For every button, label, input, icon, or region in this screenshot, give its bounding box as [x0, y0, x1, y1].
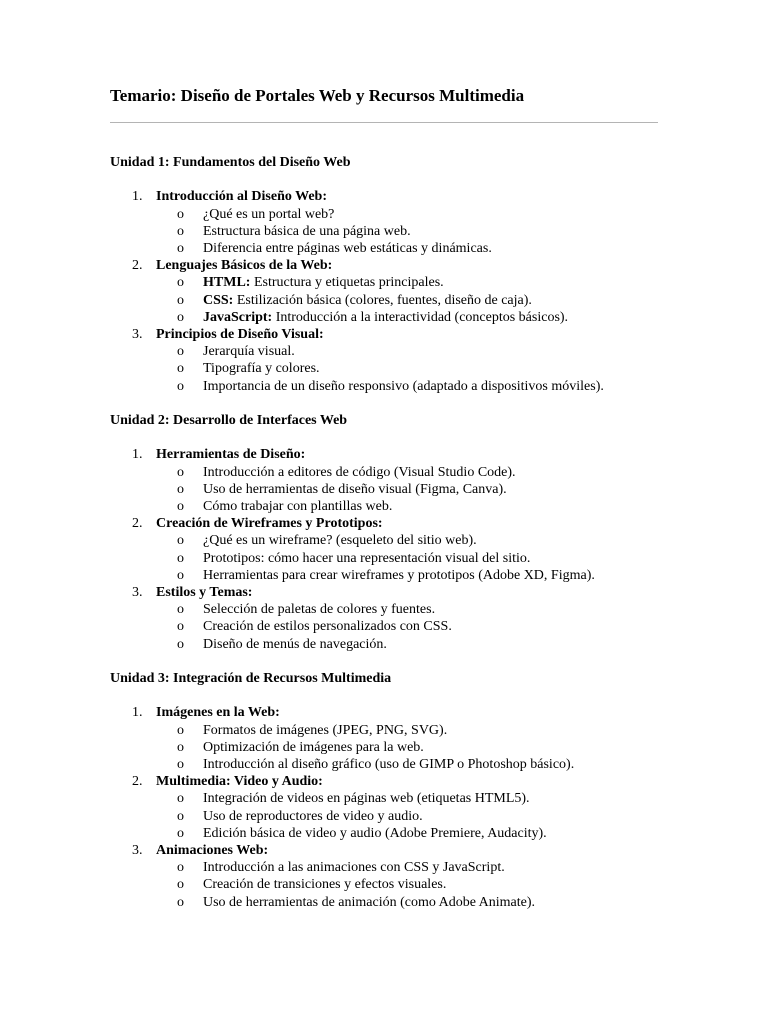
unit-section	[110, 412, 670, 653]
list-item-text	[203, 567, 670, 584]
bullet-icon: o	[177, 464, 184, 480]
list-item-text	[203, 756, 670, 773]
title-divider	[110, 122, 658, 123]
list-item-body: Integración de videos en páginas web (etiquetas HTML5).	[203, 791, 530, 807]
list-item	[110, 550, 670, 567]
list-item-label: CSS:	[203, 292, 234, 308]
list-item-body: Optimización de imágenes para la web.	[203, 739, 424, 755]
list-item-text	[203, 464, 670, 481]
bullet-icon: o	[177, 275, 184, 291]
list-item	[110, 825, 670, 842]
list-item	[110, 601, 670, 618]
bullet-icon: o	[177, 292, 184, 308]
topic-title: Estilos y Temas:	[156, 585, 253, 601]
list-item-text	[203, 618, 670, 635]
list-item-body: Estilización básica (colores, fuentes, diseño de caja).	[233, 292, 532, 308]
list-item	[110, 567, 670, 584]
list-item	[110, 532, 670, 549]
topic-number: 1.	[132, 447, 143, 463]
bullet-icon: o	[177, 619, 184, 635]
list-item-label: JavaScript:	[203, 309, 273, 325]
list-item-text	[203, 550, 670, 567]
list-item-body: Cómo trabajar con plantillas web.	[203, 499, 393, 515]
topic-title: Multimedia: Video y Audio:	[156, 774, 323, 790]
list-item-body: Herramientas para crear wireframes y prototipos (Adobe XD, Figma).	[203, 567, 595, 583]
list-item	[110, 309, 670, 326]
list-item-text	[203, 498, 670, 515]
document-title: Temario: Diseño de Portales Web y Recursos Multimedia	[110, 86, 525, 105]
list-item	[110, 481, 670, 498]
topic-title: Imágenes en la Web:	[156, 705, 280, 721]
list-item-text	[203, 223, 670, 240]
list-item	[110, 498, 670, 515]
bullet-icon: o	[177, 361, 184, 377]
list-item	[110, 894, 670, 911]
bullet-icon: o	[177, 808, 184, 824]
list-item-body: Creación de transiciones y efectos visuales.	[203, 877, 447, 893]
topic-item	[110, 842, 670, 911]
topic-title: Lenguajes Básicos de la Web:	[156, 258, 333, 274]
bullet-icon: o	[177, 860, 184, 876]
list-item-text	[203, 309, 670, 326]
list-item-body: Prototipos: cómo hacer una representación visual del sitio.	[203, 550, 531, 566]
bullet-icon: o	[177, 757, 184, 773]
topic-number: 1.	[132, 189, 143, 205]
list-item	[110, 876, 670, 893]
list-item-body: Edición básica de video y audio (Adobe Premiere, Audacity).	[203, 825, 547, 841]
topic-title: Introducción al Diseño Web:	[156, 189, 328, 205]
bullet-icon: o	[177, 481, 184, 497]
list-item	[110, 790, 670, 807]
topic-item	[110, 515, 670, 584]
list-item-body: Uso de herramientas de animación (como Adobe Animate).	[203, 894, 536, 910]
topic-item	[110, 773, 670, 842]
list-item-text	[203, 292, 670, 309]
list-item-text	[203, 378, 670, 395]
document-body	[110, 154, 670, 911]
topic-number: 2.	[132, 258, 143, 274]
list-item	[110, 223, 670, 240]
list-item-text	[203, 790, 670, 807]
list-item-body: Uso de reproductores de video y audio.	[203, 808, 423, 824]
list-item-text	[203, 859, 670, 876]
list-item	[110, 240, 670, 257]
list-item	[110, 636, 670, 653]
list-item-body: Introducción a las animaciones con CSS y JavaScript.	[203, 860, 505, 876]
list-item	[110, 464, 670, 481]
bullet-icon: o	[177, 739, 184, 755]
topic-title: Animaciones Web:	[156, 843, 269, 859]
list-item-body: Introducción a editores de código (Visual Studio Code).	[203, 464, 516, 480]
topic-title: Creación de Wireframes y Prototipos:	[156, 516, 383, 532]
list-item-label: HTML:	[203, 275, 251, 291]
list-item-text	[203, 825, 670, 842]
topic-item	[110, 188, 670, 257]
topic-item	[110, 446, 670, 515]
list-item	[110, 292, 670, 309]
bullet-icon: o	[177, 309, 184, 325]
list-item-text	[203, 739, 670, 756]
bullet-icon: o	[177, 499, 184, 515]
list-item-body: Formatos de imágenes (JPEG, PNG, SVG).	[203, 722, 448, 738]
topic-title: Principios de Diseño Visual:	[156, 327, 324, 343]
topic-number: 2.	[132, 774, 143, 790]
bullet-icon: o	[177, 241, 184, 256]
list-item-text	[203, 601, 670, 618]
list-item-body: Introducción a la interactividad (conceptos básicos).	[272, 309, 569, 325]
list-item	[110, 343, 670, 360]
list-item-text	[203, 876, 670, 893]
bullet-icon: o	[177, 344, 184, 360]
bullet-icon: o	[177, 602, 184, 618]
list-item-body: ¿Qué es un wireframe? (esqueleto del sitio web).	[203, 533, 477, 549]
bullet-icon: o	[177, 206, 184, 222]
list-item-text	[203, 722, 670, 739]
unit-section	[110, 154, 670, 395]
list-item	[110, 206, 670, 223]
list-item	[110, 756, 670, 773]
list-item-text	[203, 343, 670, 360]
bullet-icon: o	[177, 223, 184, 239]
list-item-body: Estructura y etiquetas principales.	[250, 275, 444, 291]
unit-heading: Unidad 2: Desarrollo de Interfaces Web	[110, 413, 348, 429]
bullet-icon: o	[177, 567, 184, 583]
list-item-body: Importancia de un diseño responsivo (adaptado a dispositivos móviles).	[203, 378, 604, 394]
list-item	[110, 360, 670, 377]
bullet-icon: o	[177, 636, 184, 652]
topic-number: 1.	[132, 705, 143, 721]
list-item-body: Uso de herramientas de diseño visual (Figma, Canva).	[203, 481, 507, 497]
bullet-icon: o	[177, 791, 184, 807]
topic-item	[110, 326, 670, 395]
topic-number: 3.	[132, 843, 143, 859]
list-item-body: Creación de estilos personalizados con CSS.	[203, 619, 452, 635]
bullet-icon: o	[177, 825, 184, 841]
list-item	[110, 739, 670, 756]
list-item-body: Jerarquía visual.	[203, 344, 295, 360]
list-item-text	[203, 240, 670, 257]
list-item	[110, 618, 670, 635]
list-item-text	[203, 894, 670, 911]
topic-number: 3.	[132, 585, 143, 601]
unit-heading: Unidad 1: Fundamentos del Diseño Web	[110, 155, 351, 170]
topic-title: Herramientas de Diseño:	[156, 447, 306, 463]
topic-item	[110, 704, 670, 773]
bullet-icon: o	[177, 378, 184, 394]
list-item-body: Introducción al diseño gráfico (uso de GIMP o Photoshop básico).	[203, 757, 575, 773]
list-item-text	[203, 274, 670, 291]
unit-section	[110, 670, 670, 911]
list-item-text	[203, 481, 670, 498]
topic-item	[110, 584, 670, 653]
list-item-text	[203, 206, 670, 223]
list-item-text	[203, 532, 670, 549]
bullet-icon: o	[177, 722, 184, 738]
list-item-text	[203, 636, 670, 653]
bullet-icon: o	[177, 894, 184, 910]
list-item	[110, 808, 670, 825]
list-item	[110, 274, 670, 291]
list-item-body: Diferencia entre páginas web estáticas y dinámicas.	[203, 241, 492, 256]
list-item	[110, 378, 670, 395]
list-item-body: Selección de paletas de colores y fuentes.	[203, 602, 436, 618]
bullet-icon: o	[177, 550, 184, 566]
topic-number: 3.	[132, 327, 143, 343]
list-item-body: Tipografía y colores.	[203, 361, 320, 377]
unit-heading: Unidad 3: Integración de Recursos Multimedia	[110, 671, 392, 687]
list-item-body: Diseño de menús de navegación.	[203, 636, 387, 652]
topic-item	[110, 257, 670, 326]
list-item-text	[203, 360, 670, 377]
bullet-icon: o	[177, 533, 184, 549]
list-item	[110, 722, 670, 739]
list-item-body: Estructura básica de una página web.	[203, 223, 411, 239]
bullet-icon: o	[177, 877, 184, 893]
topic-number: 2.	[132, 516, 143, 532]
list-item	[110, 859, 670, 876]
list-item-text	[203, 808, 670, 825]
list-item-body: ¿Qué es un portal web?	[203, 206, 335, 222]
